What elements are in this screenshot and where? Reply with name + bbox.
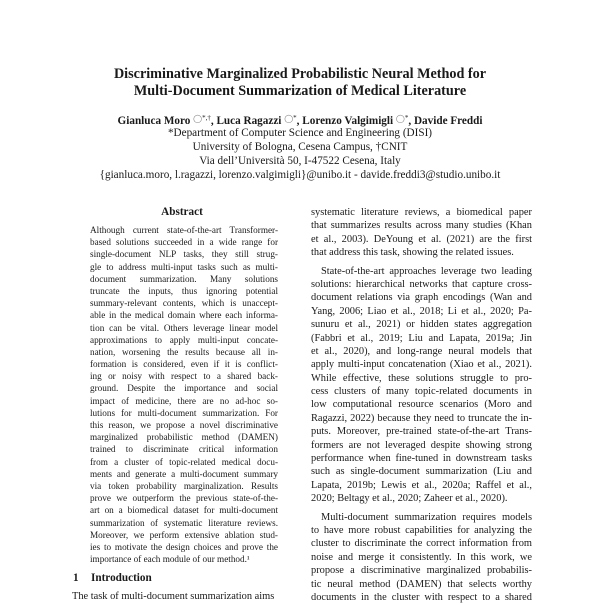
abstract-line: Moreover, we perform extensive ablation stud- — [90, 529, 278, 540]
body-line: Ragazzi, 2022) because they need to truncate the in- — [311, 412, 532, 424]
affiliations — [40, 126, 560, 182]
abstract-line: gle to address multi-input tasks such as multi- — [90, 261, 278, 272]
author-name: Lorenzo Valgimigli — [302, 115, 394, 127]
author-marks: * — [293, 114, 297, 122]
abstract-line: marginalized probabilistic method (DAMEN) — [90, 432, 278, 443]
body-line: Multi-document summarization requires models — [321, 511, 532, 523]
body-line: et al., 2003). DeYoung et al. (2021) are the first — [311, 233, 532, 245]
body-line: puts. Moreover, pre-trained state-of-the-art Trans- — [311, 426, 532, 438]
body-line: systematic literature reviews, a biomedical paper — [311, 207, 532, 218]
body-line: apply multi-input concatenation (Xiao et al., 2021). — [311, 359, 532, 371]
intro-first-line: The task of multi-document summarization aims — [72, 591, 275, 602]
body-line: documents in the cluster with respect to a shared — [311, 591, 532, 603]
abstract-line: nation, worsening the results because all in- — [90, 346, 278, 357]
abstract-line: ground. Despite the importance and social — [90, 383, 278, 394]
body-line: low computational resource scenarios (Moro and — [311, 399, 532, 411]
abstract-line: impact of medicine, there are no ad-hoc so- — [90, 395, 278, 406]
body-line: Yang, 2006; Liao et al., 2018; Li et al., 2020; Pa- — [311, 305, 532, 317]
body-line: performance when fine-tuned in downstream tasks — [311, 453, 532, 465]
abstract-body — [90, 224, 278, 565]
author-list: Gianluca Moro ◯*,†, Luca Ragazzi ◯*, Lorenzo Valgimigli ◯*, Davide Freddi — [117, 114, 483, 127]
abstract-line: trained to discriminate critical information — [90, 444, 278, 455]
abstract-line: from a cluster of topic-related medical docu- — [90, 456, 278, 467]
author-name: Luca Ragazzi — [216, 115, 282, 127]
body-line: cluster to discriminate the correct information from — [311, 538, 532, 550]
body-line: propose a discriminative marginalized probabilis- — [311, 565, 532, 577]
paper-title — [60, 66, 540, 100]
section-heading-introduction — [73, 572, 152, 584]
body-line: that address this task, showing the related issues. — [311, 247, 514, 259]
affiliation-line: Via dell’Università 50, I-47522 Cesena, Italy — [199, 155, 401, 167]
body-line: tic neural method (DAMEN) that selects worthy — [311, 578, 532, 590]
email-line: {gianluca.moro, l.ragazzi, lorenzo.valgimigli}@unibo.it - davide.freddi3@studio.unibo.it — [99, 169, 501, 181]
abstract-line: approximations to apply multi-input concate- — [90, 334, 278, 345]
author-name: Davide Freddi — [413, 115, 483, 127]
orcid-icon: ◯ — [193, 114, 203, 123]
orcid-icon: ◯ — [395, 114, 405, 123]
abstract-line: ies to motivate the design choices and prove the — [90, 541, 278, 552]
body-line: sunuru et al., 2021) or hidden states aggregation — [311, 319, 532, 331]
body-line: such as single-document summarization (Liu and — [311, 466, 532, 478]
abstract-line: art on a biomedical dataset for multi-document — [90, 505, 278, 516]
abstract-line: lutions for multi-document summarization. For — [90, 407, 278, 418]
abstract-heading: Abstract — [161, 206, 203, 218]
affiliation-line: University of Bologna, Cesena Campus, †CNIT — [192, 141, 408, 153]
abstract-line: importance of each module of our method.¹ — [90, 554, 250, 565]
abstract-line: single-document NLP tasks, they still strug- — [90, 249, 278, 260]
body-line: Lapata, 2019b; Lewis et al., 2020a; Raffel et al., — [311, 479, 532, 491]
abstract-line: ing or noisy with respect to a shared back- — [90, 371, 278, 382]
abstract-line: summarization of systematic literature reviews. — [90, 517, 278, 528]
abstract-line: via token probability marginalization. Results — [90, 480, 278, 491]
abstract-line: formation is considered, even if it is conflict- — [90, 359, 278, 370]
abstract-line: summary-relevant contents, which is unaccept- — [90, 298, 278, 309]
right-column-body — [311, 206, 532, 604]
author-marks: *,† — [202, 114, 211, 122]
body-line: et al., 2020), and long-range neural models that — [311, 345, 532, 357]
section-title: Introduction — [91, 572, 152, 584]
body-line: cess clusters of many topic-related documents in — [311, 386, 532, 398]
abstract-line: Although current state-of-the-art Transformer- — [90, 225, 278, 235]
abstract-line: this reason, we propose a novel discriminative — [90, 420, 278, 430]
orcid-icon: ◯ — [284, 114, 294, 123]
abstract-line: truncate the inputs, thus ignoring potential — [90, 285, 278, 296]
body-line: (Fabbri et al., 2019; Liu and Lapata, 2019a; Jin — [311, 332, 532, 344]
body-line: solutions: hierarchical networks that capture cross- — [311, 278, 532, 290]
title-line-1: Discriminative Marginalized Probabilistic Neural Method for — [113, 66, 487, 82]
abstract-line: able in the medical domain where each informa- — [90, 310, 278, 321]
abstract-line: document summarization. Many solutions — [90, 273, 278, 284]
body-line: to have more robust capabilities for analyzing the — [311, 524, 532, 536]
abstract-line: ments and generate a multi-document summary — [90, 468, 278, 479]
affiliation-line: *Department of Computer Science and Engineering (DISI) — [167, 127, 433, 139]
author-name: Gianluca Moro — [117, 115, 191, 127]
body-line: formers are not leveraged despite showing strong — [311, 439, 532, 451]
author-marks: * — [404, 114, 409, 122]
body-line: that summarizes results across many studies (Khan — [311, 220, 532, 232]
abstract-line: based solutions succeeded in a wide range for — [90, 237, 278, 248]
body-line: noise and merge it consistently. In this work, we — [311, 551, 532, 563]
body-line: State-of-the-art approaches leverage two leading — [321, 265, 532, 277]
body-line: While effective, these solutions struggle to pro- — [311, 372, 532, 384]
abstract-line: prove we outperform the previous state-of-the- — [90, 493, 278, 504]
title-line-2: Multi-Document Summarization of Medical Literature — [133, 83, 467, 99]
section-number: 1 — [73, 572, 79, 584]
body-line: 2020; Beltagy et al., 2020; Zaheer et al., 2020). — [311, 493, 508, 505]
body-line: document relations via graph encodings (Wan and — [311, 292, 532, 304]
abstract-line: tion can be vital. Others leverage linear model — [90, 322, 278, 333]
